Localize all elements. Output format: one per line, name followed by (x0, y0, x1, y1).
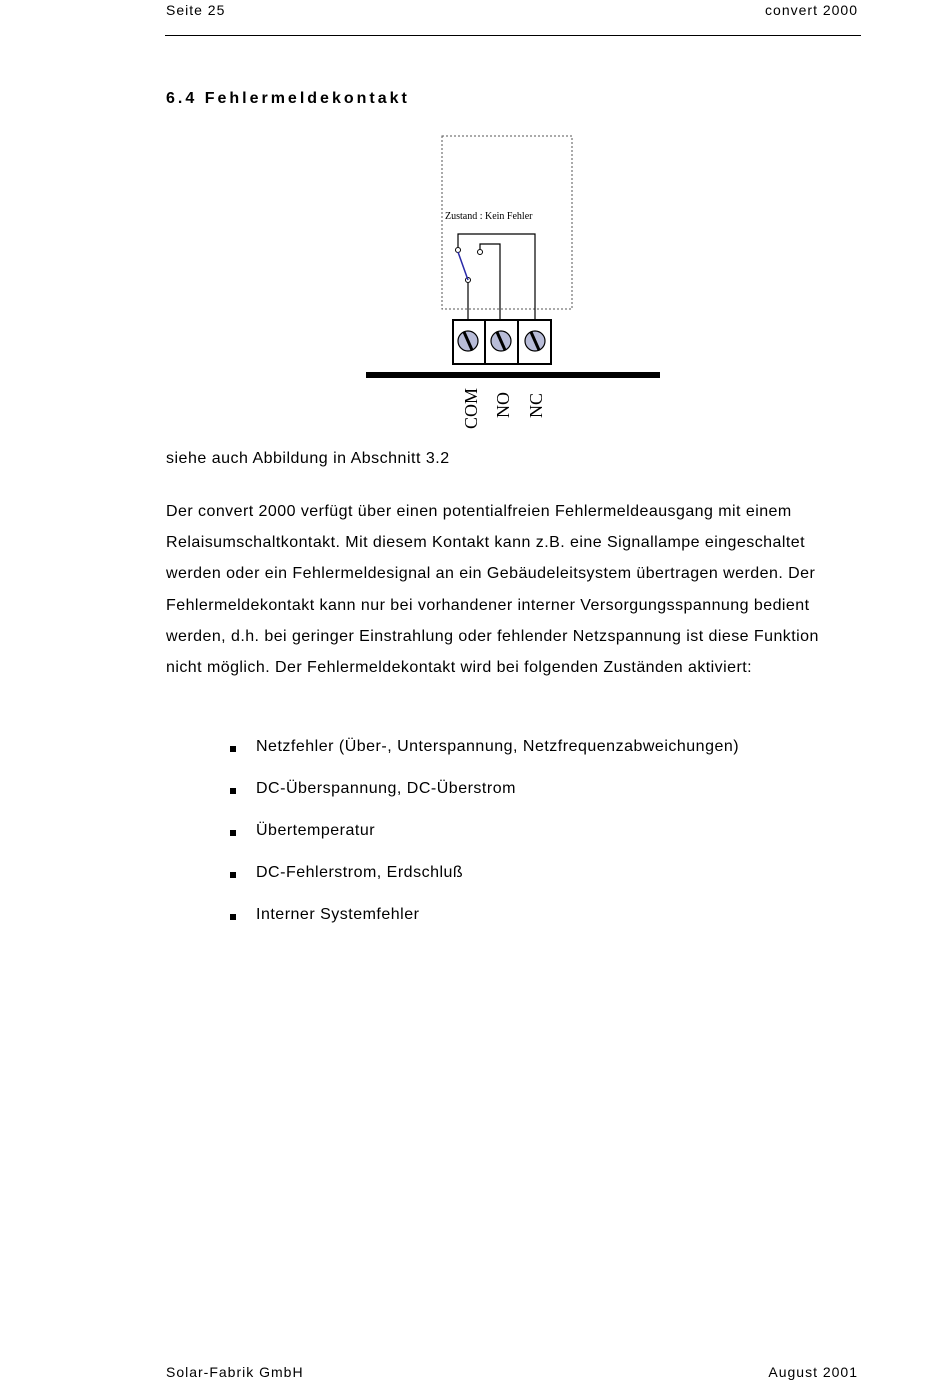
status-label: Zustand : Kein Fehler (445, 211, 533, 222)
contact-point-nc (456, 248, 461, 253)
relay-contact-diagram (360, 130, 670, 430)
body-paragraph (166, 496, 846, 683)
list-item (230, 906, 739, 948)
bullet-square-icon (230, 872, 236, 878)
bullet-square-icon (230, 830, 236, 836)
header-divider (165, 35, 861, 36)
terminal-label-nc: NC (526, 392, 546, 418)
body-line: werden oder ein Fehlermeldesignal an ein Gebäudeleitsystem übertragen werden. Der (166, 565, 816, 583)
footer-date: August 2001 (768, 1364, 858, 1380)
error-conditions-list (230, 738, 739, 948)
list-item-text: DC-Fehlerstrom, Erdschluß (256, 864, 464, 881)
body-line: nicht möglich. Der Fehlermeldekontakt wird bei folgenden Zuständen aktiviert: (166, 659, 753, 677)
wire-no (480, 244, 500, 326)
contact-point-no (478, 250, 483, 255)
list-item (230, 822, 739, 864)
header-page-number: Seite 25 (166, 2, 226, 18)
body-line: Fehlermeldekontakt kann nur bei vorhandener interner Versorgungsspannung bedient (166, 596, 810, 614)
terminal-label-no: NO (493, 392, 513, 418)
board-edge (366, 372, 660, 378)
body-line: Der convert 2000 verfügt über einen potentialfreien Fehlermeldeausgang mit einem (166, 503, 792, 520)
list-item-text: DC-Überspannung, DC-Überstrom (256, 780, 516, 797)
body-line: werden, d.h. bei geringer Einstrahlung oder fehlender Netzspannung ist diese Funktion (166, 627, 819, 645)
list-item (230, 780, 739, 822)
header-product-name: convert 2000 (765, 2, 858, 18)
relay-enclosure (442, 136, 572, 309)
body-line: Relaisumschaltkontakt. Mit diesem Kontakt kann z.B. eine Signallampe eingeschaltet (166, 534, 805, 552)
list-item-text: Übertemperatur (256, 822, 376, 839)
list-item-text: Interner Systemfehler (256, 906, 420, 923)
see-also-reference: siehe auch Abbildung in Abschnitt 3.2 (166, 450, 450, 467)
relay-diagram-svg (360, 130, 670, 430)
section-title: 6.4 Fehlermeldekontakt (166, 90, 410, 107)
footer-company: Solar-Fabrik GmbH (166, 1364, 304, 1380)
list-item-text: Netzfehler (Über-, Unterspannung, Netzfrequenzabweichungen) (256, 738, 740, 755)
bullet-square-icon (230, 746, 236, 752)
bullet-square-icon (230, 914, 236, 920)
list-item (230, 864, 739, 906)
switch-arm (458, 252, 468, 280)
bullet-square-icon (230, 788, 236, 794)
list-item (230, 738, 739, 780)
terminal-label-com: COM (461, 387, 481, 429)
